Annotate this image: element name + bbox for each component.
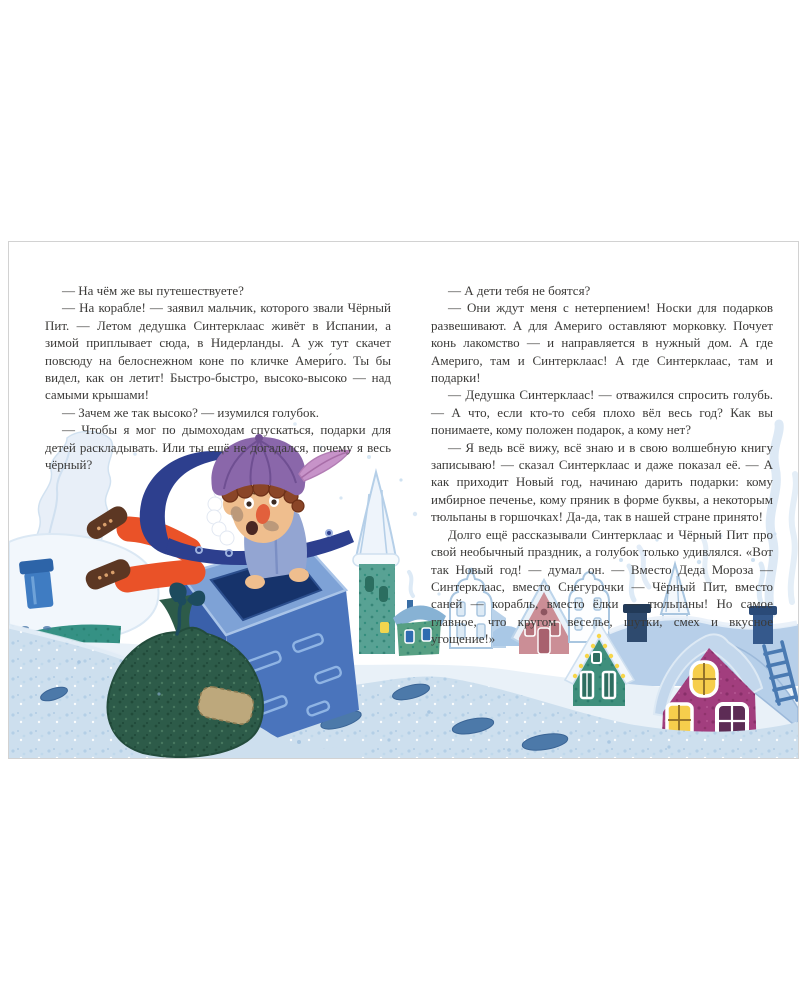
paragraph: — На корабле! — заявил мальчик, которого звали Чёрный Пит. — Летом дедушка Синтерклаас живёт в Испании, а зимой приплывает сюда, в Нидерланды. А уж тут скачет повсюду на белоснежном коне по кличке Амери́го. Ты бы видел, как он летит! Быстро-быстро, высоко-высоко — над самыми крышами! — [45, 300, 391, 403]
paragraph: — Они ждут меня с нетерпением! Носки для подарков развешивают. А для Америго оставляют морковку. Почует конь лакомство — и направляется в нужный дом. А где Америго, там и Синтерклаас! А где Синтерклаас, там и подарки! — [431, 300, 773, 386]
story-text-right-column — [431, 282, 773, 648]
teal-church-tower — [353, 472, 399, 654]
mouth — [246, 521, 258, 535]
hand-left — [245, 575, 265, 589]
paragraph: — На чём же вы путешествуете? — [62, 283, 244, 298]
paragraph: — Чтобы я мог по дымоходам спускаться, подарки для детей раскладывать. Или ты ещё не догадался, почему я весь чёрный? — [45, 422, 391, 473]
paragraph: — Я ведь всё вижу, всё знаю и в свою волшебную книгу записываю! — сказал Синтерклаас и даже показал её. — А как приходит Новый год, начинаю дарить подарки: кому имбирное печенье, кому пряник в форме буквы, а некоторым тюльпаны в горшочках! Да-да, так в нашей стране принято! — [431, 439, 773, 525]
hand-right — [289, 568, 309, 582]
paragraph: — Зачем же так высоко? — изумился голубок. — [62, 404, 320, 420]
paragraph: — А дети тебя не боятся? — [448, 283, 591, 298]
story-text-left-column — [45, 282, 391, 473]
paragraph: Долго ещё рассказывали Синтерклаас и Чёрный Пит про свой необычный праздник, а голубок только удивлялся. «Вот так Новый год! — думал он. — Вместо Деда Мороза — Синтерклаас, вместо Снегурочки — Чёрный Пит, вместо саней — корабль, вместо ёлки — тюльпаны! Но самое главное, что кругом веселье, шутки, смех и вкусное угощение!» — [431, 526, 773, 647]
paragraph: — Дедушка Синтерклаас! — отважился спросить голубь. — А что, если кто-то себя плохо вёл весь год? Как вы понимаете, кому положен подарок, а кому нет? — [431, 387, 773, 438]
upper-window — [691, 662, 717, 696]
book-page — [8, 241, 799, 759]
